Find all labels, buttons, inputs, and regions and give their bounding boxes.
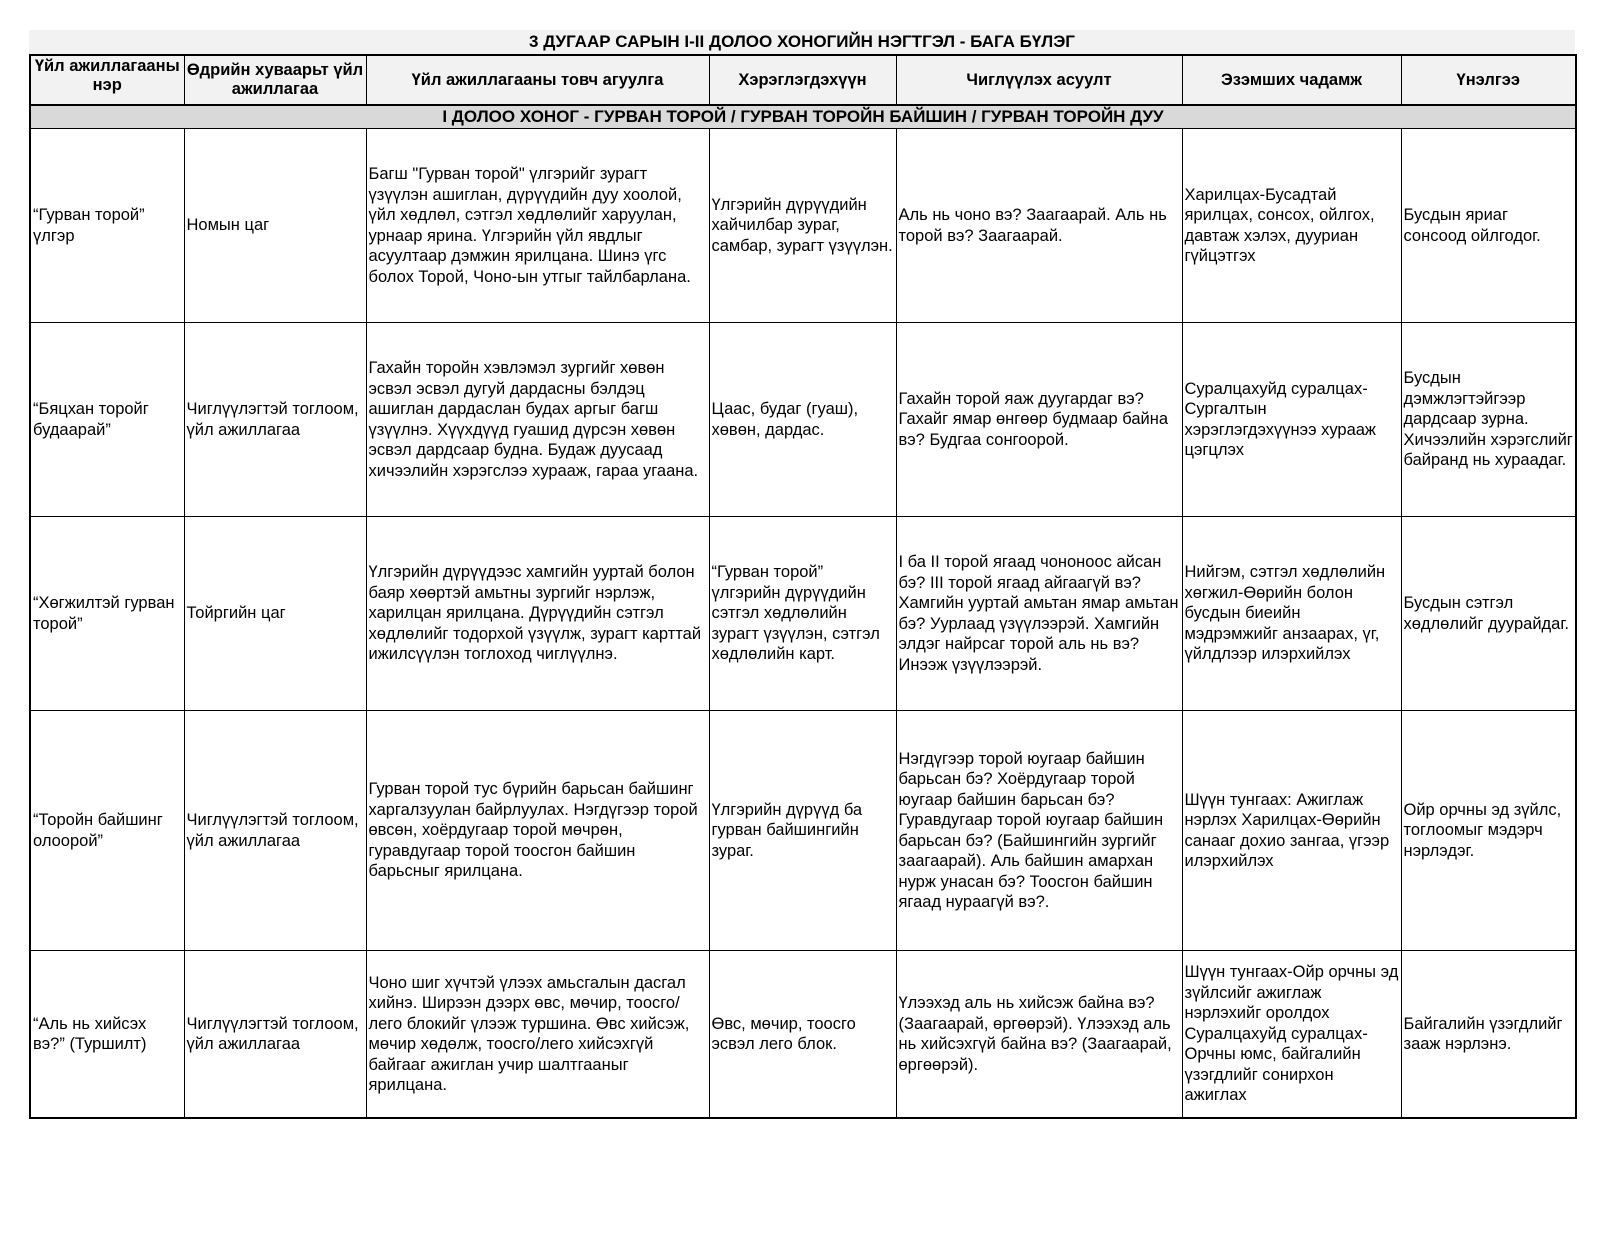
questions-cell: Үлээхэд аль нь хийсэж байна вэ? (Заагаарай, өргөөрэй). Үлээхэд аль нь хийсэхгүй байна вэ? (Заагаарай, өргөөрэй). (896, 951, 1182, 1119)
content-cell: Чоно шиг хүчтэй үлээх амьсгалын дасгал хийнэ. Ширээн дээрх өвс, мөчир, тоосго/лего блокийг үлээж туршина. Өвс хийсэж, мөчир хөдөлж, тоосго/лего хийсэхгүй байгааг ажиглан учир шалтгааныг ярилцана. (366, 951, 709, 1119)
summary-table (29, 54, 1577, 1119)
questions-cell: I ба II торой ягаад чононоос айсан бэ? III торой ягаад айгаагүй вэ? Хамгийн ууртай амьтан ямар амьтан бэ? Уурлаад үзүүлээрэй. Хамгийн элдэг найрсаг торой аль нь вэ? Инээж үзүүлээрэй. (896, 517, 1182, 711)
content-cell: Гахайн торойн хэвлэмэл зургийг хөвөн эсвэл эсвэл дугуй дардасны бэлдэц ашиглан дардаслан будах аргыг багш үзүүлнэ. Хүүхдүүд гуашид дүрсэн хөвөн эсвэл дардсаар будна. Будаж дуусаад хичээлийн хэрэгслээ хурааж, гараа угаана. (366, 323, 709, 517)
page-title: 3 ДУГААР САРЫН I-II ДОЛОО ХОНОГИЙН НЭГТГЭЛ - БАГА БҮЛЭГ (29, 30, 1575, 54)
schedule-cell: Тойргийн цаг (184, 517, 366, 711)
materials-cell: Цаас, будаг (гуаш), хөвөн, дардас. (709, 323, 896, 517)
content-cell: Үлгэрийн дүрүүдээс хамгийн ууртай болон баяр хөөртэй амьтны зургийг нэрлэж, харилцан ярилцана. Дүрүүдийн сэтгэл хөдлөлийг тодорхой үзүүлж, зурагт карттай ижилсүүлэн тоглоход чиглүүлнэ. (366, 517, 709, 711)
competency-cell: Суралцахуйд суралцах-Сургалтын хэрэглэгдэхүүнээ хурааж цэгцлэх (1182, 323, 1401, 517)
schedule-cell: Чиглүүлэгтэй тоглоом, үйл ажиллагаа (184, 323, 366, 517)
materials-cell: “Гурван торой” үлгэрийн дүрүүдийн сэтгэл хөдлөлийн зурагт үзүүлэн, сэтгэл хөдлөлийн карт. (709, 517, 896, 711)
header-activity-name (30, 55, 184, 105)
header-activity-name-text: Үйл ажиллагааны нэр (34, 57, 180, 94)
week-row (30, 105, 1576, 129)
materials-cell: Үлгэрийн дүрүүд ба гурван байшингийн зураг. (709, 711, 896, 951)
content-cell: Гурван торой тус бүрийн барьсан байшинг харгалзуулан байрлуулах. Нэгдүгээр торой өвсөн, хоёрдугаар торой мөчрөн, гуравдугаар торой тоосгон байшин барьсныг ярилцана. (366, 711, 709, 951)
competency-cell: Шүүн тунгаах-Ойр орчны эд зүйлсийг ажиглаж нэрлэхийг оролдох Суралцахуйд суралцах-Орчны юмс, байгалийн үзэгдлийг сонирхон ажиглах (1182, 951, 1401, 1119)
header-materials: Хэрэглэгдэхүүн (709, 55, 896, 105)
header-row (30, 55, 1576, 105)
assessment-cell: Бусдын яриаг сонсоод ойлгодог. (1401, 129, 1576, 323)
assessment-cell: Бусдын дэмжлэгтэйгээр дардсаар зурна. Хичээлийн хэрэгслийг байранд нь хураадаг. (1401, 323, 1576, 517)
schedule-cell: Чиглүүлэгтэй тоглоом, үйл ажиллагаа (184, 951, 366, 1119)
content-cell: Багш "Гурван торой" үлгэрийг зурагт үзүүлэн ашиглан, дүрүүдийн дуу хоолой, үйл хөдлөл, сэтгэл хөдлөлийг харуулан, урнаар ярина. Үлгэрийн үйл явдлыг асуултаар дэмжин ярилцана. Шинэ үгс болох Торой, Чоно-ын утгыг тайлбарлана. (366, 129, 709, 323)
materials-cell: Үлгэрийн дүрүүдийн хайчилбар зураг, самбар, зурагт үзүүлэн. (709, 129, 896, 323)
header-questions: Чиглүүлэх асуулт (896, 55, 1182, 105)
document-sheet (29, 30, 1575, 1119)
schedule-cell: Номын цаг (184, 129, 366, 323)
header-assessment: Үнэлгээ (1401, 55, 1576, 105)
header-schedule: Өдрийн хуваарьт үйл ажиллагаа (184, 55, 366, 105)
questions-cell: Нэгдүгээр торой юугаар байшин барьсан бэ? Хоёрдугаар торой юугаар байшин барьсан бэ? Гуравдугаар торой юугаар байшин барьсан бэ? (Байшингийн зургийг заагаарай). Аль байшин амархан нурж унасан бэ? Тоосгон байшин ягаад нураагүй вэ?. (896, 711, 1182, 951)
competency-cell: Харилцах-Бусадтай ярилцах, сонсох, ойлгох, давтаж хэлэх, дууриан гүйцэтгэх (1182, 129, 1401, 323)
competency-cell: Нийгэм, сэтгэл хөдлөлийн хөгжил-Өөрийн болон бусдын биеийн мэдрэмжийг анзаарах, үг, үйлдлээр илэрхийлэх (1182, 517, 1401, 711)
assessment-cell: Ойр орчны эд зүйлс, тоглоомыг мэдэрч нэрлэдэг. (1401, 711, 1576, 951)
questions-cell: Аль нь чоно вэ? Заагаарай. Аль нь торой вэ? Заагаарай. (896, 129, 1182, 323)
materials-cell: Өвс, мөчир, тоосго эсвэл лего блок. (709, 951, 896, 1119)
week-title: I ДОЛОО ХОНОГ - ГУРВАН ТОРОЙ / ГУРВАН ТОРОЙН БАЙШИН / ГУРВАН ТОРОЙН ДУУ (30, 105, 1576, 129)
header-competency: Эзэмших чадамж (1182, 55, 1401, 105)
table-row (30, 129, 1576, 323)
questions-cell: Гахайн торой яаж дуугардаг вэ? Гахайг ямар өнгөөр будмаар байна вэ? Будгаа сонгоорой. (896, 323, 1182, 517)
assessment-cell: Байгалийн үзэгдлийг зааж нэрлэнэ. (1401, 951, 1576, 1119)
assessment-cell: Бусдын сэтгэл хөдлөлийг дуурайдаг. (1401, 517, 1576, 711)
activity-name-cell: “Аль нь хийсэх вэ?” (Туршилт) (30, 951, 184, 1119)
table-row (30, 711, 1576, 951)
activity-name-cell: “Гурван торой” үлгэр (30, 129, 184, 323)
competency-cell: Шүүн тунгаах: Ажиглаж нэрлэх Харилцах-Өөрийн санааг дохио зангаа, үгээр илэрхийлэх (1182, 711, 1401, 951)
schedule-cell: Чиглүүлэгтэй тоглоом, үйл ажиллагаа (184, 711, 366, 951)
table-row (30, 517, 1576, 711)
table-row (30, 323, 1576, 517)
activity-name-cell: “Хөгжилтэй гурван торой” (30, 517, 184, 711)
activity-name-cell: “Бяцхан торойг будаарай” (30, 323, 184, 517)
table-row (30, 951, 1576, 1119)
header-content: Үйл ажиллагааны товч агуулга (366, 55, 709, 105)
activity-name-cell: “Торойн байшинг олоорой” (30, 711, 184, 951)
